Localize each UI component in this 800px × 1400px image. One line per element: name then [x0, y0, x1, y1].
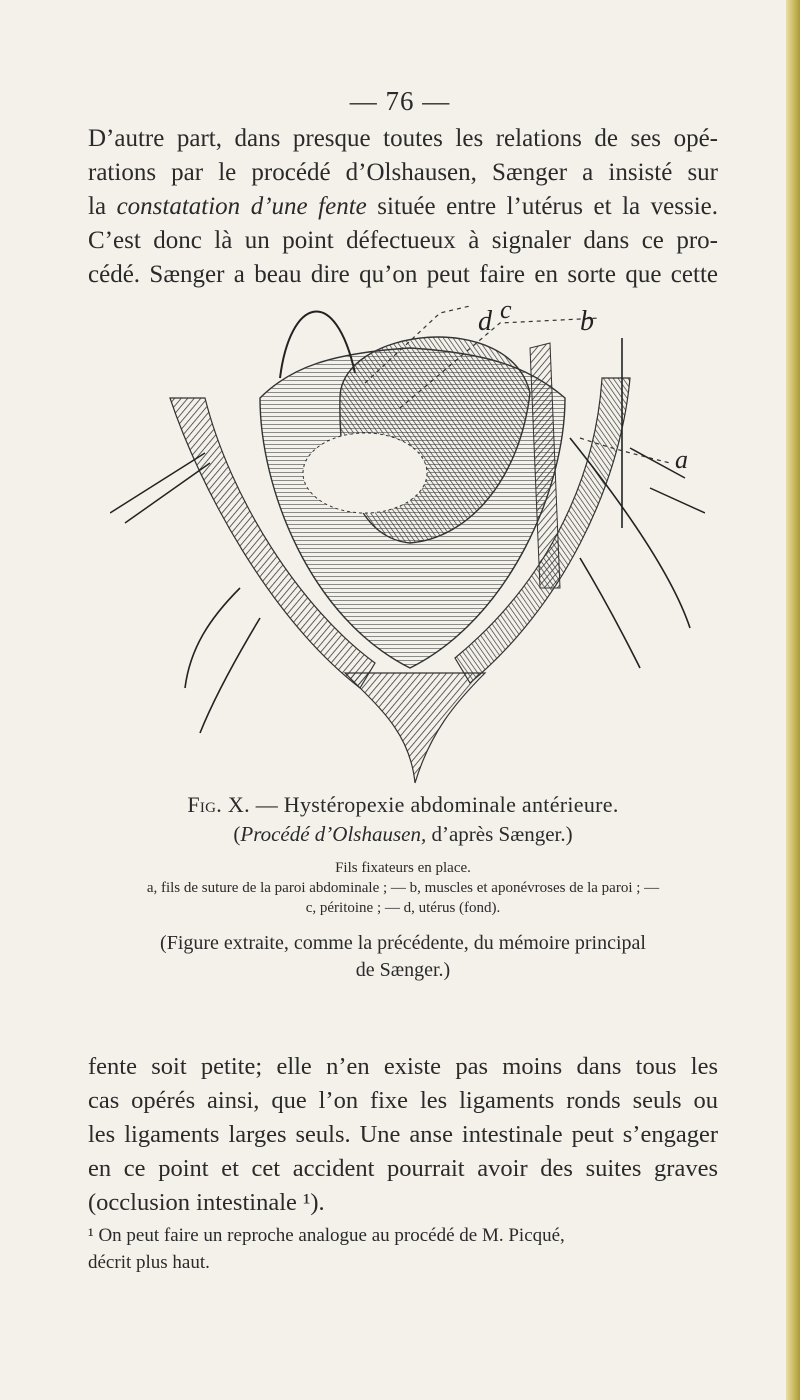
paragraph-bottom: [88, 1050, 718, 1220]
paragraph-line: [88, 190, 718, 224]
caption-source-line: (Figure extraite, comme la précédente, du mémoire principal: [160, 932, 646, 954]
italic-phrase: constatation d’une fente: [116, 193, 367, 220]
paragraph-line: (occlusion intestinale ¹).: [88, 1189, 325, 1216]
figure-title: — Hystéropexie abdominale antérieure.: [255, 792, 619, 817]
footnote-line: décrit plus haut.: [88, 1252, 210, 1273]
caption-legend: a, fils de suture de la paroi abdominale ; — b, muscles et aponévroses de la paroi ; —: [146, 880, 660, 896]
paragraph-line: C’est donc là un point défectueux à signaler dans ce pro-: [88, 227, 718, 254]
caption-legend: c, péritoine ; — d, utérus (fond).: [305, 900, 501, 916]
label-d: d: [478, 306, 492, 337]
caption-source: [88, 930, 718, 984]
caption-italic: Procédé d’Olshausen,: [240, 822, 427, 846]
caption-paren: (: [233, 822, 241, 846]
figure-label: Fig. X.: [187, 792, 250, 817]
text-run: la: [88, 193, 117, 220]
paragraph-line: rations par le procédé d’Olshausen, Sænger a insisté sur: [88, 159, 718, 186]
label-a: a: [675, 445, 688, 474]
label-c: c: [500, 295, 512, 324]
footnote-line: ¹ On peut faire un reproche analogue au procédé de M. Picqué,: [88, 1225, 565, 1246]
label-b: b: [580, 306, 594, 337]
caption-source-line: de Sænger.): [355, 959, 451, 981]
caption-note: Fils fixateurs en place.: [335, 860, 471, 876]
paragraph-top: [88, 122, 718, 292]
caption-rest: d’après Sænger.): [426, 822, 573, 846]
paragraph-line: en ce point et cet accident pourrait avoir des suites graves: [88, 1155, 718, 1182]
figure-drawing: [110, 288, 705, 786]
paragraph-line: fente soit petite; elle n’en existe pas moins dans tous les: [88, 1053, 718, 1080]
paragraph-line: D’autre part, dans presque toutes les relations de ses opé-: [88, 125, 718, 152]
anatomical-figure: [110, 288, 705, 786]
paragraph-line: cédé. Sænger a beau dire qu’on peut faire en sorte que cette: [88, 261, 718, 288]
figure-caption-subtitle: [88, 822, 718, 847]
figure-caption-title: [88, 792, 718, 818]
footnote: [88, 1222, 718, 1276]
paragraph-line: cas opérés ainsi, que l’on fixe les ligaments ronds seuls ou: [88, 1087, 718, 1114]
paragraph-line: les ligaments larges seuls. Une anse intestinale peut s’engager: [88, 1121, 718, 1148]
page-number: — 76 —: [349, 86, 451, 116]
text-run: située entre l’utérus et la vessie.: [366, 193, 718, 220]
page-edge: [786, 0, 800, 1400]
